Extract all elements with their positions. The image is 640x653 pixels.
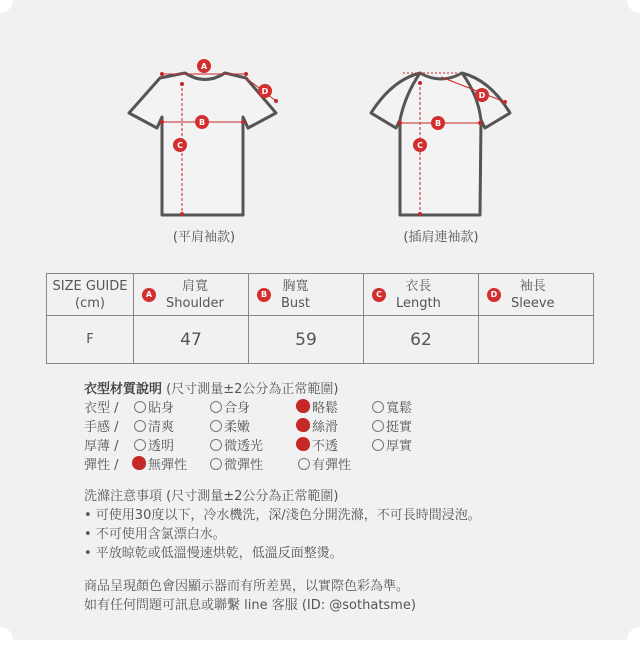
option-item bbox=[134, 437, 174, 456]
header-zh: 胸寬 bbox=[282, 279, 309, 294]
option-item bbox=[372, 437, 412, 456]
header-zh: 袖長 bbox=[519, 279, 546, 294]
radio-selected-icon bbox=[298, 420, 310, 432]
option-label: 寬鬆 bbox=[386, 401, 413, 416]
option-label: 微透光 bbox=[224, 439, 264, 454]
radio-icon bbox=[210, 458, 222, 470]
radio-icon bbox=[298, 458, 310, 470]
header-en: Shoulder bbox=[166, 296, 224, 311]
svg-text:C: C bbox=[417, 141, 423, 150]
size-guide-header bbox=[47, 274, 134, 316]
header-zh: 衣長 bbox=[405, 279, 432, 294]
svg-text:D: D bbox=[261, 87, 269, 96]
option-item bbox=[372, 399, 412, 418]
caption-raglan-sleeve: (插肩連袖款) bbox=[403, 230, 479, 245]
corner-notch bbox=[627, 627, 640, 653]
radio-icon bbox=[134, 401, 146, 413]
care-item: • 平放晾乾或低溫慢速烘乾，低溫反面整燙。 bbox=[84, 546, 343, 561]
header-sleeve bbox=[479, 274, 594, 316]
option-item bbox=[298, 456, 351, 475]
header-length bbox=[364, 274, 479, 316]
row-label: 手感 / bbox=[84, 420, 119, 435]
option-label: 微彈性 bbox=[224, 458, 264, 473]
radio-icon bbox=[210, 401, 222, 413]
marker-d-icon: D bbox=[487, 288, 501, 302]
tshirt-diagrams bbox=[0, 0, 640, 250]
row-label: 衣型 / bbox=[84, 401, 119, 416]
header-en: Sleeve bbox=[511, 296, 555, 311]
option-item-selected bbox=[134, 456, 187, 475]
care-title: 洗滌注意事項 (尺寸測量±2公分為正常範圍) bbox=[84, 489, 339, 504]
size-guide-label: SIZE GUIDE bbox=[52, 278, 128, 294]
option-item bbox=[210, 456, 263, 475]
footer-line: 商品呈現顏色會因顯示器而有所差異，以實際色彩為準。 bbox=[84, 579, 410, 594]
radio-selected-icon bbox=[298, 439, 310, 451]
option-label: 略鬆 bbox=[312, 401, 339, 416]
option-item bbox=[134, 399, 174, 418]
radio-icon bbox=[210, 420, 222, 432]
material-row-feel bbox=[84, 418, 413, 437]
option-label: 有彈性 bbox=[312, 458, 352, 473]
material-section bbox=[84, 380, 413, 475]
option-label: 柔嫩 bbox=[224, 420, 251, 435]
value-bust: 59 bbox=[249, 316, 364, 364]
row-label: 彈性 / bbox=[84, 458, 119, 473]
material-row-elasticity bbox=[84, 456, 352, 475]
table-header-row bbox=[47, 274, 594, 316]
value-length: 62 bbox=[364, 316, 479, 364]
header-en: Bust bbox=[281, 296, 311, 311]
caption-setin-sleeve: (平肩袖款) bbox=[172, 230, 236, 245]
material-title: 衣型材質說明 bbox=[84, 382, 163, 397]
option-label: 不透 bbox=[312, 439, 339, 454]
option-label: 合身 bbox=[224, 401, 251, 416]
material-subtitle: (尺寸測量±2公分為正常範圍) bbox=[166, 382, 339, 397]
svg-text:A: A bbox=[200, 62, 208, 71]
marker-d-left bbox=[258, 84, 272, 98]
option-label: 無彈性 bbox=[148, 458, 188, 473]
option-item bbox=[134, 418, 174, 437]
marker-c-icon: C bbox=[372, 288, 386, 302]
header-bust bbox=[249, 274, 364, 316]
option-item bbox=[210, 399, 250, 418]
size-guide-table bbox=[46, 273, 594, 364]
option-label: 透明 bbox=[148, 439, 175, 454]
corner-notch bbox=[0, 627, 13, 653]
marker-b-left bbox=[195, 115, 209, 129]
header-en: Length bbox=[396, 296, 441, 311]
material-row-fit bbox=[84, 399, 413, 418]
option-label: 挺實 bbox=[386, 420, 413, 435]
marker-c-left bbox=[173, 138, 187, 152]
option-item bbox=[210, 437, 263, 456]
option-item-selected bbox=[298, 418, 338, 437]
value-shoulder: 47 bbox=[134, 316, 249, 364]
marker-b-right bbox=[431, 116, 445, 130]
radio-selected-icon bbox=[134, 458, 146, 470]
marker-a-icon: A bbox=[142, 288, 156, 302]
care-item: • 可使用30度以下，冷水機洗，深/淺色分開洗滌，不可長時間浸泡。 bbox=[84, 508, 481, 523]
radio-selected-icon bbox=[298, 401, 310, 413]
option-label: 厚實 bbox=[386, 439, 413, 454]
marker-c-right bbox=[413, 138, 427, 152]
footer-notes bbox=[84, 577, 416, 615]
footer-line: 如有任何問題可訊息或聯繫 line 客服 (ID: @sothatsme) bbox=[84, 598, 416, 613]
header-zh: 肩寬 bbox=[181, 279, 208, 294]
svg-text:B: B bbox=[434, 119, 442, 128]
material-heading bbox=[84, 380, 338, 399]
care-section bbox=[84, 487, 481, 563]
size-cell: F bbox=[47, 316, 134, 364]
svg-text:D: D bbox=[478, 91, 486, 100]
marker-a-left bbox=[197, 59, 211, 73]
radio-icon bbox=[210, 439, 222, 451]
radio-icon bbox=[372, 420, 384, 432]
radio-icon bbox=[134, 439, 146, 451]
care-item: • 不可使用含氯漂白水。 bbox=[84, 527, 226, 542]
row-label: 厚薄 / bbox=[84, 439, 119, 454]
table-row bbox=[47, 316, 594, 364]
marker-b-icon: B bbox=[257, 288, 271, 302]
marker-d-right bbox=[475, 88, 489, 102]
option-label: 貼身 bbox=[148, 401, 175, 416]
radio-icon bbox=[134, 420, 146, 432]
tshirt-setin-sleeve-illustration bbox=[129, 73, 276, 215]
radio-icon bbox=[372, 439, 384, 451]
svg-text:C: C bbox=[177, 141, 183, 150]
option-item-selected bbox=[298, 437, 338, 456]
tshirt-raglan-sleeve-illustration bbox=[371, 73, 510, 215]
option-label: 清爽 bbox=[148, 420, 175, 435]
option-item bbox=[372, 418, 412, 437]
option-item-selected bbox=[298, 399, 338, 418]
option-label: 絲滑 bbox=[312, 420, 339, 435]
svg-text:B: B bbox=[198, 118, 206, 127]
header-shoulder bbox=[134, 274, 249, 316]
unit-label: (cm) bbox=[75, 295, 105, 311]
option-item bbox=[210, 418, 250, 437]
value-sleeve bbox=[479, 316, 594, 364]
material-row-thickness bbox=[84, 437, 413, 456]
radio-icon bbox=[372, 401, 384, 413]
